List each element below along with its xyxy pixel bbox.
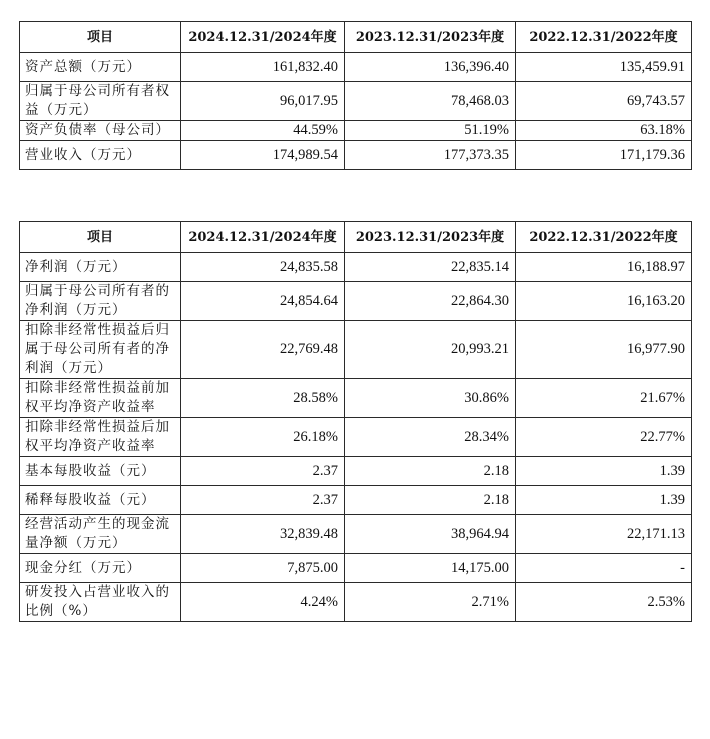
cell-2024: 2.37 [181,486,345,515]
row-label: 归属于母公司所有者的净利润（万元） [20,282,181,321]
table-row [20,141,692,170]
cell-2022: 21.67% [516,379,692,418]
row-label: 现金分红（万元） [20,554,181,583]
header-item: 项目 [20,222,181,253]
cell-2024: 28.58% [181,379,345,418]
cell-2024: 7,875.00 [181,554,345,583]
cell-2022: 1.39 [516,457,692,486]
cell-2024: 26.18% [181,418,345,457]
cell-2023: 28.34% [345,418,516,457]
cell-2022: 16,163.20 [516,282,692,321]
cell-2024: 44.59% [181,121,345,141]
row-label: 扣除非经常性损益后加权平均净资产收益率 [20,418,181,457]
table-row [20,321,692,379]
cell-2024: 174,989.54 [181,141,345,170]
cell-2022: 16,977.90 [516,321,692,379]
cell-2023: 2.18 [345,486,516,515]
table-row [20,379,692,418]
table-header-row [20,222,692,253]
cell-2023: 20,993.21 [345,321,516,379]
table-row [20,457,692,486]
cell-2024: 4.24% [181,583,345,622]
cell-2022: 2.53% [516,583,692,622]
table-row [20,253,692,282]
row-label: 净利润（万元） [20,253,181,282]
cell-2023: 22,835.14 [345,253,516,282]
table-balance-summary [19,21,692,170]
cell-2023: 136,396.40 [345,53,516,82]
header-2022: 2022.12.31/2022年度 [516,222,692,253]
table-row [20,418,692,457]
cell-2022: 22.77% [516,418,692,457]
row-label: 稀释每股收益（元） [20,486,181,515]
table-row [20,282,692,321]
cell-2023: 2.71% [345,583,516,622]
cell-2023: 30.86% [345,379,516,418]
cell-2024: 24,854.64 [181,282,345,321]
row-label: 经营活动产生的现金流量净额（万元） [20,515,181,554]
header-2022: 2022.12.31/2022年度 [516,22,692,53]
cell-2023: 51.19% [345,121,516,141]
row-label: 扣除非经常性损益后归属于母公司所有者的净利润（万元） [20,321,181,379]
header-2024: 2024.12.31/2024年度 [181,22,345,53]
table-row [20,554,692,583]
cell-2022: - [516,554,692,583]
table-header-row [20,22,692,53]
table-row [20,53,692,82]
row-label: 基本每股收益（元） [20,457,181,486]
cell-2024: 161,832.40 [181,53,345,82]
header-2023: 2023.12.31/2023年度 [345,22,516,53]
table-row [20,583,692,622]
cell-2024: 22,769.48 [181,321,345,379]
table-row [20,82,692,121]
header-2024: 2024.12.31/2024年度 [181,222,345,253]
table-row [20,515,692,554]
header-item: 项目 [20,22,181,53]
cell-2024: 2.37 [181,457,345,486]
cell-2022: 171,179.36 [516,141,692,170]
cell-2022: 69,743.57 [516,82,692,121]
cell-2022: 22,171.13 [516,515,692,554]
cell-2023: 38,964.94 [345,515,516,554]
table-row [20,121,692,141]
row-label: 营业收入（万元） [20,141,181,170]
row-label: 资产总额（万元） [20,53,181,82]
cell-2024: 24,835.58 [181,253,345,282]
cell-2023: 14,175.00 [345,554,516,583]
cell-2022: 63.18% [516,121,692,141]
cell-2022: 16,188.97 [516,253,692,282]
cell-2022: 135,459.91 [516,53,692,82]
row-label: 归属于母公司所有者权益（万元） [20,82,181,121]
cell-2024: 32,839.48 [181,515,345,554]
cell-2023: 177,373.35 [345,141,516,170]
table-profit-summary [19,221,692,622]
header-2023: 2023.12.31/2023年度 [345,222,516,253]
row-label: 扣除非经常性损益前加权平均净资产收益率 [20,379,181,418]
cell-2022: 1.39 [516,486,692,515]
row-label: 研发投入占营业收入的比例（%） [20,583,181,622]
cell-2023: 2.18 [345,457,516,486]
cell-2023: 22,864.30 [345,282,516,321]
cell-2023: 78,468.03 [345,82,516,121]
cell-2024: 96,017.95 [181,82,345,121]
row-label: 资产负债率（母公司） [20,121,181,141]
table-row [20,486,692,515]
